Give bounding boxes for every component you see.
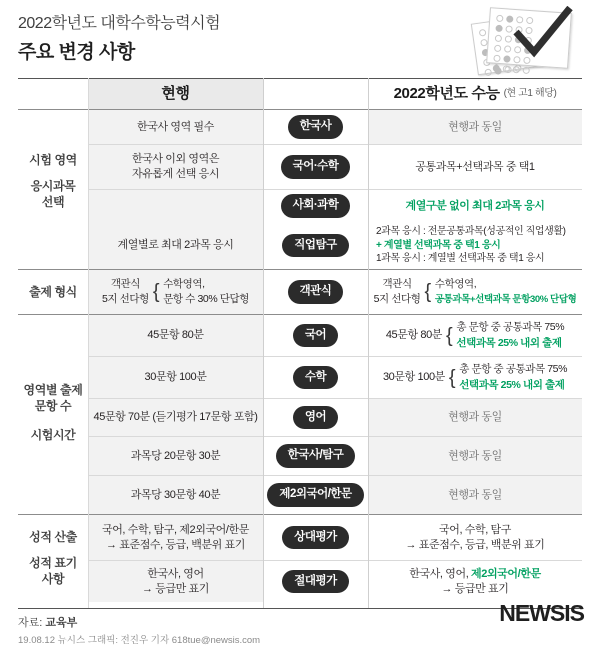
new-absolute-eval <box>368 561 582 602</box>
current-vocational: 계열별로 최대 2과목 응시 <box>88 222 263 269</box>
table-row <box>18 314 582 514</box>
header-current: 현행 <box>88 79 263 109</box>
divider-left <box>88 78 89 608</box>
header-center-spacer <box>263 79 368 109</box>
section-label-line: 선택 <box>41 195 65 210</box>
current-line: → 등급만 표기 <box>141 582 210 595</box>
current-history-inquiry: 과목당 20문항 30분 <box>88 437 263 475</box>
new-social-science: 계열구분 없이 최대 2과목 응시 <box>405 199 545 212</box>
header-spacer <box>18 79 88 109</box>
pill-cell-math <box>263 357 368 398</box>
logo-text: NEWSIS <box>499 600 584 626</box>
current-brace-line: 수학영역, <box>163 277 205 290</box>
page-title <box>18 10 220 64</box>
table-row <box>18 109 582 269</box>
new-question-format <box>368 270 582 314</box>
new-line: + 계열별 선택과목 중 택1 응시 <box>376 239 501 251</box>
source-label: 자료: <box>18 617 43 629</box>
section-label-line: 영역별 출제 <box>23 383 83 398</box>
pill-cell-korean-math <box>263 145 368 189</box>
new-relative-eval <box>368 515 582 560</box>
section-label-exam-areas <box>18 110 88 252</box>
pill-cell-vocational <box>263 222 368 269</box>
current-line: → 표준점수, 등급, 백분위 표기 <box>105 538 246 551</box>
new-prefix: 30문항 100분 <box>382 371 445 384</box>
newsis-logo <box>499 600 584 627</box>
brace-icon: { <box>152 281 160 303</box>
current-line: 한국사 이외 영역은 <box>131 153 220 166</box>
table-row <box>18 514 582 602</box>
pill-cell-second-language <box>263 476 368 514</box>
new-vocational <box>368 222 582 269</box>
pill-second-language: 제2외국어/한문 <box>267 483 363 507</box>
current-line: 5지 선다형 <box>101 293 149 305</box>
new-second-language: 현행과 동일 <box>368 476 582 514</box>
current-second-language: 과목당 30문항 40분 <box>88 476 263 514</box>
title-line-2: 주요 변경 사항 <box>18 42 135 63</box>
title-line-1: 2022학년도 대학수학능력시험 <box>18 15 221 32</box>
pill-cell-relative-eval <box>263 515 368 560</box>
source-value: 교육부 <box>45 617 78 629</box>
source-note <box>18 614 77 630</box>
checkmark-icon <box>512 6 574 62</box>
pill-cell-korean <box>263 315 368 356</box>
pill-objective: 객관식 <box>288 280 344 304</box>
pill-cell-absolute-eval <box>263 561 368 602</box>
current-line: 국어, 수학, 탐구, 제2외국어/한문 <box>101 523 250 536</box>
pill-math: 수학 <box>293 366 338 390</box>
table-row <box>18 269 582 314</box>
pill-relative-eval: 상대평가 <box>282 526 348 550</box>
current-relative-eval <box>88 515 263 560</box>
section-label-questions-time <box>18 315 88 510</box>
new-korean-math: 공통과목+선택과목 중 택1 <box>415 160 535 173</box>
new-line-1: 한국사, 영어, 제2외국어/한문 <box>409 567 541 580</box>
new-history-inquiry: 현행과 동일 <box>368 437 582 475</box>
new-english: 현행과 동일 <box>368 399 582 436</box>
new-brace-line: 선택과목 25% 내외 출제 <box>456 336 562 349</box>
section-label-line: 사항 <box>41 572 65 587</box>
new-korean <box>368 315 582 356</box>
pill-english: 영어 <box>293 406 338 430</box>
new-line: 2과목 응시 : 전문공통과목(성공적인 직업생활) <box>376 226 566 238</box>
pill-cell-objective <box>263 270 368 314</box>
divider-new <box>368 78 369 608</box>
pill-vocational: 직업탐구 <box>282 234 348 258</box>
new-line: 객관식 <box>382 277 412 290</box>
new-brace-line: 선택과목 25% 내외 출제 <box>459 378 565 391</box>
header-new-main: 2022학년도 수능 <box>393 84 500 102</box>
section-label-line: 시험 영역 <box>29 152 77 167</box>
current-math: 30문항 100분 <box>88 357 263 398</box>
new-line: → 표준점수, 등급, 백분위 표기 <box>405 538 545 551</box>
pill-cell-history-inquiry <box>263 437 368 475</box>
new-brace-line: 총 문항 중 공통과목 75% <box>456 321 565 334</box>
answer-sheet-illustration <box>472 4 582 72</box>
new-brace-line: 수학영역, <box>434 277 477 290</box>
pill-social-science: 사회·과학 <box>281 194 351 218</box>
new-prefix: 45문항 80분 <box>385 329 443 342</box>
pill-korean-history: 한국사 <box>288 115 344 139</box>
section-label-line: 성적 산출 <box>29 529 77 544</box>
new-line: 5지 선다형 <box>373 293 421 305</box>
new-line: → 등급만 표기 <box>441 582 509 595</box>
brace-icon: { <box>448 366 456 389</box>
pill-korean-math: 국어·수학 <box>281 155 351 179</box>
divider-current <box>263 78 264 608</box>
pill-korean: 국어 <box>293 324 338 348</box>
brace-icon: { <box>446 324 453 347</box>
section-label-line: 성적 표기 <box>29 555 77 570</box>
current-korean-history: 한국사 영역 필수 <box>88 110 263 144</box>
current-english: 45문항 70분 (듣기평가 17문항 포함) <box>88 399 263 436</box>
pill-history-inquiry: 한국사/탐구 <box>276 444 356 468</box>
new-math <box>368 357 582 398</box>
section-label-line: 시험시간 <box>30 427 76 442</box>
current-social-science-blank <box>88 190 263 222</box>
section-label-question-format: 출제 형식 <box>29 284 77 299</box>
current-line: 객관식 <box>110 277 141 290</box>
comparison-table <box>18 78 582 602</box>
current-line: 자유롭게 선택 응시 <box>131 168 220 180</box>
brace-icon: { <box>424 281 431 303</box>
new-brace-line: 총 문항 중 공통과목 75% <box>459 363 568 376</box>
pill-absolute-eval: 절대평가 <box>282 570 348 594</box>
pill-cell-english <box>263 399 368 436</box>
new-line: 1과목 응시 : 계열별 선택과목 중 택1 응시 <box>376 253 545 265</box>
current-absolute-eval <box>88 561 263 602</box>
pill-cell-korean-history <box>263 110 368 144</box>
credit-line: 19.08.12 뉴시스 그래픽: 전진우 기자 618tue@newsis.com <box>18 635 261 646</box>
new-line: 국어, 수학, 탐구 <box>439 523 511 536</box>
section-label-score <box>18 515 88 601</box>
new-korean-history: 현행과 동일 <box>368 110 582 144</box>
new-brace-line: 공통과목+선택과목 문항30% 단답형 <box>434 294 577 305</box>
current-brace-line: 문항 수 30% 단답형 <box>163 293 250 305</box>
bottom-divider <box>18 608 582 609</box>
current-korean: 45문항 80분 <box>88 315 263 356</box>
header-new <box>368 79 582 109</box>
table-header-row <box>18 78 582 109</box>
pill-cell-social-science <box>263 190 368 222</box>
current-line: 한국사, 영어 <box>147 567 204 580</box>
current-question-format <box>88 270 263 314</box>
header-new-sub: (현 고1 해당) <box>503 88 557 100</box>
section-label-line: 응시과목 <box>30 178 76 193</box>
section-label-line: 문항 수 <box>34 399 72 414</box>
current-korean-math <box>88 145 263 189</box>
